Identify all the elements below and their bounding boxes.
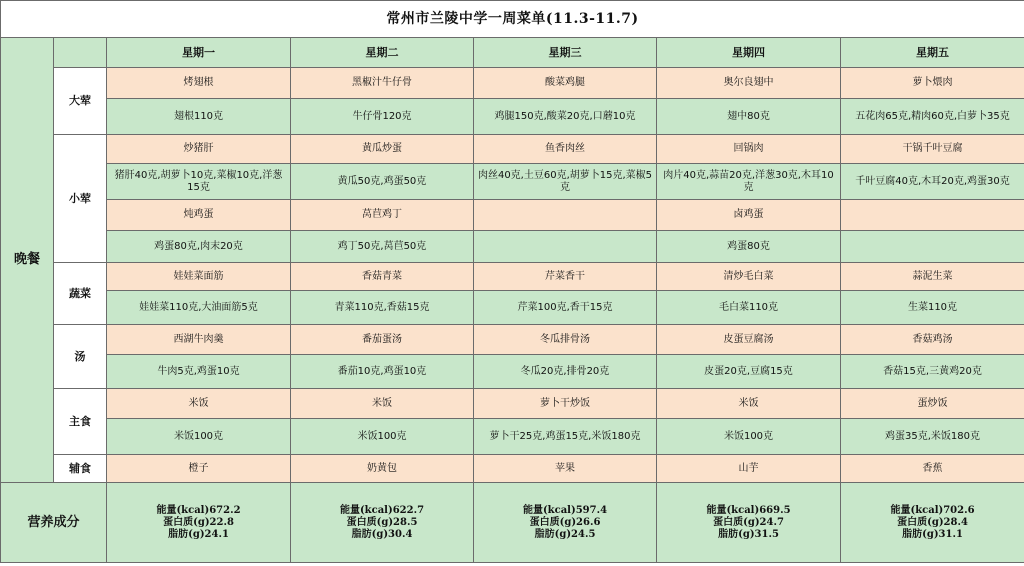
- dish-cell: 香蕉: [841, 455, 1024, 483]
- dish-cell: 清炒毛白菜: [657, 263, 841, 291]
- day-header: 星期五: [841, 38, 1024, 68]
- protein-value: 蛋白质(g)28.4: [897, 516, 968, 528]
- fat-value: 脂肪(g)31.5: [718, 528, 779, 540]
- dish-cell: 莴苣鸡丁: [291, 200, 474, 231]
- dish-cell: 卤鸡蛋: [657, 200, 841, 231]
- nutrition-cell: [841, 483, 1024, 563]
- dish-cell: 蛋炒饭: [841, 389, 1024, 419]
- dish-cell: 黑椒汁牛仔骨: [291, 68, 474, 99]
- dish-cell: [841, 200, 1024, 231]
- nutrition-label: 营养成分: [1, 483, 107, 563]
- page-title: 常州市兰陵中学一周菜单(11.3-11.7): [1, 1, 1024, 38]
- ingredient-cell: 千叶豆腐40克,木耳20克,鸡蛋30克: [841, 164, 1024, 200]
- ingredient-cell: 肉丝40克,土豆60克,胡萝卜15克,菜椒5克: [474, 164, 657, 200]
- ingredient-cell: 芹菜100克,香干15克: [474, 291, 657, 325]
- ingredient-cell: 米饭100克: [291, 419, 474, 455]
- dish-cell: 黄瓜炒蛋: [291, 135, 474, 164]
- ingredient-cell: 猪肝40克,胡萝卜10克,菜椒10克,洋葱15克: [107, 164, 291, 200]
- dish-cell: 苹果: [474, 455, 657, 483]
- energy-value: 能量(kcal)672.2: [156, 504, 241, 516]
- energy-value: 能量(kcal)702.6: [890, 504, 975, 516]
- dish-cell: 米饭: [657, 389, 841, 419]
- ingredient-cell: 鸡丁50克,莴苣50克: [291, 231, 474, 263]
- meal-label: 晚餐: [1, 38, 54, 483]
- ingredient-cell: 米饭100克: [107, 419, 291, 455]
- day-header: 星期二: [291, 38, 474, 68]
- protein-value: 蛋白质(g)22.8: [163, 516, 234, 528]
- day-header: 星期四: [657, 38, 841, 68]
- ingredient-cell: 生菜110克: [841, 291, 1024, 325]
- dish-cell: 娃娃菜面筋: [107, 263, 291, 291]
- dish-cell: 米饭: [291, 389, 474, 419]
- ingredient-cell: 黄瓜50克,鸡蛋50克: [291, 164, 474, 200]
- ingredient-cell: 鸡蛋35克,米饭180克: [841, 419, 1024, 455]
- dish-cell: 番茄蛋汤: [291, 325, 474, 355]
- dish-cell: 奥尔良翅中: [657, 68, 841, 99]
- ingredient-cell: 娃娃菜110克,大油面筋5克: [107, 291, 291, 325]
- ingredient-cell: 牛肉5克,鸡蛋10克: [107, 355, 291, 389]
- header-corner: [54, 38, 107, 68]
- day-header: 星期一: [107, 38, 291, 68]
- dish-cell: 西湖牛肉羹: [107, 325, 291, 355]
- category-label: 蔬菜: [54, 263, 107, 325]
- ingredient-cell: 翅中80克: [657, 99, 841, 135]
- dish-cell: 萝卜干炒饭: [474, 389, 657, 419]
- ingredient-cell: 五花肉65克,精肉60克,白萝卜35克: [841, 99, 1024, 135]
- fat-value: 脂肪(g)24.5: [534, 528, 596, 540]
- ingredient-cell: 鸡蛋80克: [657, 231, 841, 263]
- dish-cell: 皮蛋豆腐汤: [657, 325, 841, 355]
- nutrition-cell: [657, 483, 841, 563]
- ingredient-cell: [841, 231, 1024, 263]
- ingredient-cell: 番茄10克,鸡蛋10克: [291, 355, 474, 389]
- dish-cell: 干锅千叶豆腐: [841, 135, 1024, 164]
- nutrition-cell: [107, 483, 291, 563]
- ingredient-cell: 萝卜干25克,鸡蛋15克,米饭180克: [474, 419, 657, 455]
- ingredient-cell: [474, 231, 657, 263]
- ingredient-cell: 冬瓜20克,排骨20克: [474, 355, 657, 389]
- category-label: 主食: [54, 389, 107, 455]
- fat-value: 脂肪(g)30.4: [351, 528, 413, 540]
- category-label: 小荤: [54, 135, 107, 263]
- dish-cell: 香菇青菜: [291, 263, 474, 291]
- dish-cell: 烤翅根: [107, 68, 291, 99]
- ingredient-cell: 鸡蛋80克,肉末20克: [107, 231, 291, 263]
- energy-value: 能量(kcal)669.5: [706, 504, 791, 516]
- ingredient-cell: 鸡腿150克,酸菜20克,口蘑10克: [474, 99, 657, 135]
- dish-cell: 冬瓜排骨汤: [474, 325, 657, 355]
- dish-cell: 奶黄包: [291, 455, 474, 483]
- fat-value: 脂肪(g)24.1: [168, 528, 229, 540]
- ingredient-cell: 香菇15克,三黄鸡20克: [841, 355, 1024, 389]
- dish-cell: 炒猪肝: [107, 135, 291, 164]
- dish-cell: 萝卜煨肉: [841, 68, 1024, 99]
- protein-value: 蛋白质(g)26.6: [529, 516, 601, 528]
- ingredient-cell: 米饭100克: [657, 419, 841, 455]
- protein-value: 蛋白质(g)28.5: [346, 516, 418, 528]
- dish-cell: 鱼香肉丝: [474, 135, 657, 164]
- dish-cell: 回锅肉: [657, 135, 841, 164]
- ingredient-cell: 翅根110克: [107, 99, 291, 135]
- ingredient-cell: 皮蛋20克,豆腐15克: [657, 355, 841, 389]
- dish-cell: 芹菜香干: [474, 263, 657, 291]
- category-label: 大荤: [54, 68, 107, 135]
- fat-value: 脂肪(g)31.1: [902, 528, 963, 540]
- ingredient-cell: 肉片40克,蒜苗20克,洋葱30克,木耳10克: [657, 164, 841, 200]
- protein-value: 蛋白质(g)24.7: [713, 516, 784, 528]
- ingredient-cell: 牛仔骨120克: [291, 99, 474, 135]
- energy-value: 能量(kcal)597.4: [522, 504, 608, 516]
- dish-cell: 蒜泥生菜: [841, 263, 1024, 291]
- ingredient-cell: 毛白菜110克: [657, 291, 841, 325]
- dish-cell: 米饭: [107, 389, 291, 419]
- category-label: 辅食: [54, 455, 107, 483]
- day-header: 星期三: [474, 38, 657, 68]
- ingredient-cell: 青菜110克,香菇15克: [291, 291, 474, 325]
- nutrition-cell: [474, 483, 657, 563]
- dish-cell: 炖鸡蛋: [107, 200, 291, 231]
- dish-cell: 酸菜鸡腿: [474, 68, 657, 99]
- dish-cell: 山芋: [657, 455, 841, 483]
- energy-value: 能量(kcal)622.7: [339, 504, 425, 516]
- dish-cell: [474, 200, 657, 231]
- category-label: 汤: [54, 325, 107, 389]
- dish-cell: 橙子: [107, 455, 291, 483]
- dish-cell: 香菇鸡汤: [841, 325, 1024, 355]
- nutrition-cell: [291, 483, 474, 563]
